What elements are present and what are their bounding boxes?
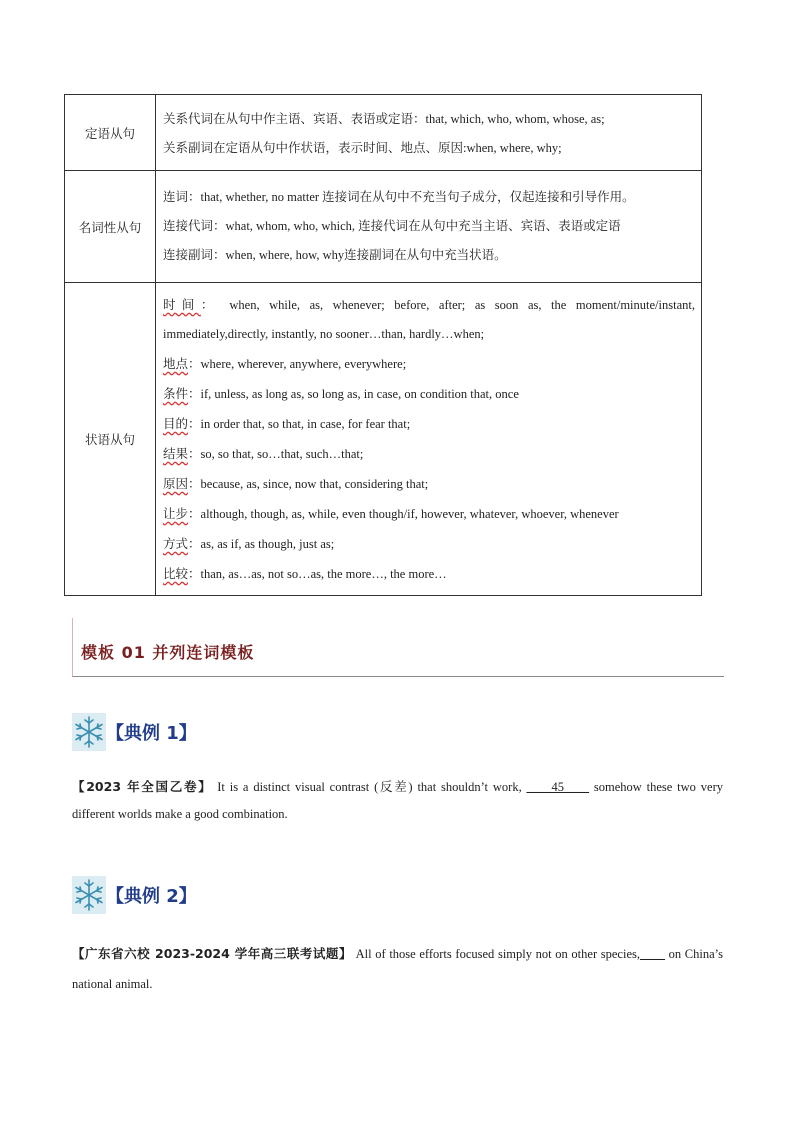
adv-colon: ： — [188, 535, 201, 551]
question-text: It is a distinct visual contrast (反差) that shouldn’t work, — [212, 780, 527, 794]
adv-item — [163, 349, 695, 379]
adv-text: so, so that, so…that, such…that; — [200, 446, 364, 461]
clause-name: 状语从句 — [65, 283, 156, 596]
snowflake-icon — [72, 713, 106, 751]
adv-colon: ： — [200, 296, 220, 312]
table-row — [65, 95, 702, 171]
adv-label: 地点 — [163, 355, 189, 371]
adv-text: when, while, as, whenever; before, after; as soon as, the moment/minute/instant, — [219, 297, 695, 312]
adv-text: immediately,directly, instantly, no sooner…than, hardly…when; — [163, 326, 485, 341]
section-title: 模板 01 并列连词模板 — [81, 643, 255, 662]
adv-label: 原因 — [163, 475, 189, 491]
table-row — [65, 171, 702, 283]
adv-label: 让步 — [163, 505, 189, 521]
question-text: on China’s national animal. — [72, 947, 723, 991]
adv-colon: ： — [188, 565, 201, 581]
adv-text: because, as, since, now that, considering that; — [200, 476, 429, 491]
question-source: 【广东省六校 2023-2024 学年高三联考试题】 — [72, 946, 352, 961]
adv-label: 方式 — [163, 535, 189, 551]
clause-table — [64, 94, 702, 596]
adv-text: in order that, so that, in case, for fear that; — [200, 416, 411, 431]
question-source: 【2023 年全国乙卷】 — [72, 779, 213, 794]
adv-label: 比较 — [163, 565, 189, 581]
example-question — [72, 939, 723, 999]
adv-colon: ： — [188, 475, 201, 491]
adv-item — [163, 559, 695, 589]
adv-text: than, as…as, not so…as, the more…, the more… — [200, 566, 447, 581]
question-text: somehow these two very different worlds make a good combination. — [72, 780, 723, 821]
adv-item — [163, 320, 695, 349]
desc-line: 关系副词在定语从句中作状语，表示时间、地点、原因:when, where, why; — [163, 140, 562, 155]
example-question — [72, 773, 723, 828]
section-header — [72, 618, 724, 677]
clause-desc — [156, 171, 702, 283]
desc-line: 连接副词：when, where, how, why连接副词在从句中充当状语。 — [163, 248, 507, 262]
snowflake-icon — [72, 876, 106, 914]
table-row — [65, 283, 702, 596]
answer-blank[interactable]: ____45____ — [526, 780, 590, 794]
desc-line: 连接代词：what, whom, who, which, 连接代词在从句中充当主语、宾语、表语或定语 — [163, 219, 621, 233]
adv-item — [163, 499, 695, 529]
clause-name: 定语从句 — [65, 95, 156, 171]
question-text: All of those efforts focused simply not on other species, — [351, 947, 640, 961]
adv-label: 目的 — [163, 415, 189, 431]
adv-text: where, wherever, anywhere, everywhere; — [200, 356, 407, 371]
adv-label: 条件 — [163, 385, 189, 401]
adv-label: 时间 — [163, 296, 201, 312]
adv-colon: ： — [188, 355, 201, 371]
adv-item — [163, 379, 695, 409]
adv-item — [163, 529, 695, 559]
clause-desc — [156, 283, 702, 596]
clause-name: 名词性从句 — [65, 171, 156, 283]
adv-text: if, unless, as long as, so long as, in case, on condition that, once — [200, 386, 519, 401]
example-title: 【典例 2】 — [106, 886, 197, 907]
adv-colon: ： — [188, 445, 201, 461]
adv-item — [163, 409, 695, 439]
adv-item — [163, 469, 695, 499]
answer-blank[interactable]: ____ — [639, 947, 665, 961]
adv-colon: ： — [188, 385, 201, 401]
desc-line: 关系代词在从句中作主语、宾语、表语或定语：that, which, who, whom, whose, as; — [163, 111, 605, 126]
desc-line: 连词：that, whether, no matter 连接词在从句中不充当句子成分，仅起连接和引导作用。 — [163, 190, 635, 204]
adv-text: although, though, as, while, even though/if, however, whatever, whoever, whenever — [200, 506, 619, 521]
adv-item — [163, 290, 695, 320]
adv-label: 结果 — [163, 445, 189, 461]
adv-text: as, as if, as though, just as; — [200, 536, 335, 551]
adv-colon: ： — [188, 415, 201, 431]
adv-item — [163, 439, 695, 469]
clause-desc — [156, 95, 702, 171]
adv-colon: ： — [188, 505, 201, 521]
example-title: 【典例 1】 — [106, 723, 197, 744]
